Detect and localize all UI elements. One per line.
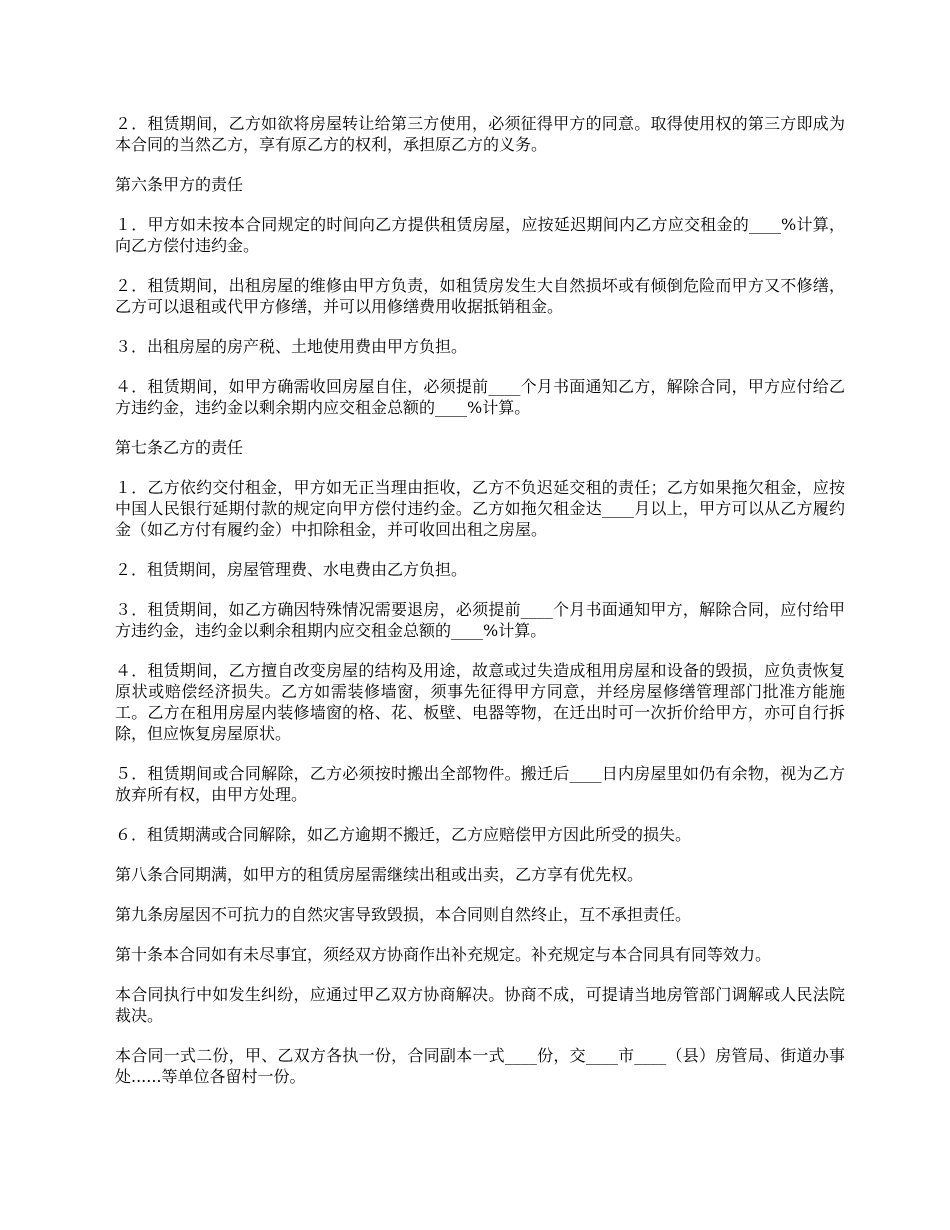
article-8: 第八条合同期满，如甲方的租赁房屋需继续出租或出卖，乙方享有优先权。 <box>115 865 644 884</box>
clause-7-6: ６．租赁期满或合同解除，如乙方逾期不搬迁，乙方应赔偿甲方因此所受的损失。 <box>115 825 692 844</box>
clause-6-2: ２．租赁期间，出租房屋的维修由甲方负责，如租赁房发生大自然损坏或有倾倒危险而甲方又不修缮，乙方可以退租或代甲方修缮，并可以用修缮费用收据抵销租金。 <box>115 276 845 316</box>
clause-7-2: ２．租赁期间，房屋管理费、水电费由乙方负担。 <box>115 560 468 579</box>
clause-5-2: ２．租赁期间，乙方如欲将房屋转让给第三方使用，必须征得甲方的同意。取得使用权的第三方即成为本合同的当然乙方，享有原乙方的权利，承担原乙方的义务。 <box>115 114 845 154</box>
clause-7-1: １．乙方依约交付租金，甲方如无正当理由拒收，乙方不负迟延交租的责任；乙方如果拖欠租金，应按中国人民银行延期付款的规定向甲方偿付违约金。乙方如拖欠租金达____月以上，甲方可以从乙方履约金（如乙方付有履约金）中扣除租金，并可收回出租之房屋。 <box>115 478 845 539</box>
clause-7-4: ４．租赁期间，乙方擅自改变房屋的结构及用途，故意或过失造成租用房屋和设备的毁损，应负责恢复原状或赔偿经济损失。乙方如需装修墙窗，须事先征得甲方同意，并经房屋修缮管理部门批准方能施工。乙方在租用房屋内装修墙窗的格、花、板壁、电器等物，在迁出时可一次折价给甲方，亦可自行拆除，但应恢复房屋原状。 <box>115 661 845 743</box>
dispute-resolution: 本合同执行中如发生纠纷，应通过甲乙双方协商解决。协商不成，可提请当地房管部门调解或人民法院裁决。 <box>115 985 845 1025</box>
article-7-heading: 第七条乙方的责任 <box>115 438 244 457</box>
clause-7-5: ５．租赁期间或合同解除，乙方必须按时搬出全部物件。搬迁后____日内房屋里如仍有余物，视为乙方放弃所有权，由甲方处理。 <box>115 764 845 804</box>
document-body <box>115 113 845 1106</box>
clause-7-3: ３．租赁期间，如乙方确因特殊情况需要退房，必须提前____个月书面通知甲方，解除合同，应付给甲方违约金，违约金以剩余租期内应交租金总额的____%计算。 <box>115 600 845 640</box>
article-6-heading: 第六条甲方的责任 <box>115 175 244 194</box>
article-10: 第十条本合同如有未尽事宜，须经双方协商作出补充规定。补充规定与本合同具有同等效力。 <box>115 945 772 964</box>
clause-6-3: ３．出租房屋的房产税、土地使用费由甲方负担。 <box>115 337 468 356</box>
copies-clause: 本合同一式二份，甲、乙双方各执一份，合同副本一式____份，交____市____（县）房管局、街道办事处......等单位各留村一份。 <box>115 1046 845 1086</box>
clause-6-4: ４．租赁期间，如甲方确需收回房屋自住，必须提前____个月书面通知乙方，解除合同，甲方应付给乙方违约金，违约金以剩余期内应交租金总额的____%计算。 <box>115 377 845 417</box>
clause-6-1: １．甲方如未按本合同规定的时间向乙方提供租赁房屋，应按延迟期间内乙方应交租金的____%计算，向乙方偿付违约金。 <box>115 215 845 255</box>
article-9: 第九条房屋因不可抗力的自然灾害导致毁损，本合同则自然终止，互不承担责任。 <box>115 905 692 924</box>
